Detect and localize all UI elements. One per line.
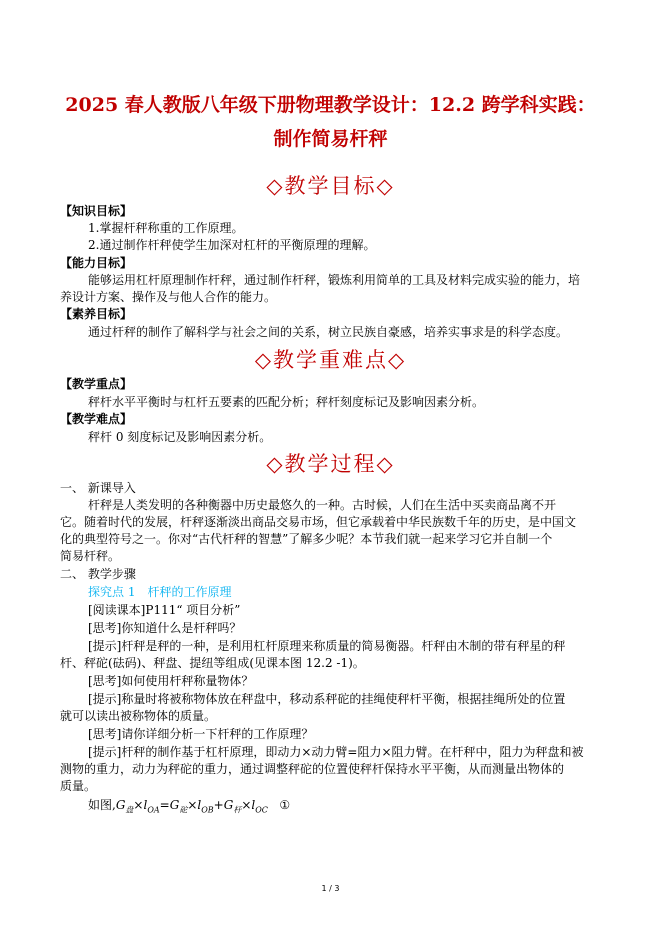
formula-g-tuo: G	[169, 798, 180, 812]
section-heading-process: ◇教学过程◇	[266, 452, 395, 476]
hint-1-line-1: [提示]杆秤是秤的一种，是利用杠杆原理来称质量的简易衡器。杆秤由木制的带有秤星的秤	[88, 639, 566, 653]
formula-equals: =	[159, 798, 170, 812]
knowledge-goal-label: 【知识目标】	[60, 204, 133, 218]
literacy-goal-label: 【素养目标】	[60, 307, 133, 321]
formula-l-oa: l	[143, 798, 148, 812]
hint-3-line-1: [提示]杆秤的制作基于杠杆原理，即动力×动力臂=阻力×阻力臂。在杆秤中，阻力为秤盘和被	[88, 745, 584, 759]
formula-sub-oa: OA	[147, 805, 160, 815]
knowledge-goal-1: 1.掌握杆秤称重的工作原理。	[88, 221, 244, 235]
formula-sub-oc: OC	[255, 805, 268, 815]
formula-times-1: ×	[133, 798, 144, 812]
formula-plus: +	[213, 798, 224, 812]
formula-sub-pan: 盘	[125, 805, 134, 815]
section-heading-goals: ◇教学目标◇	[266, 174, 395, 198]
title-line-2: 制作简易杆秤	[273, 128, 388, 150]
formula-number: ①	[279, 798, 291, 812]
hint-2-line-1: [提示]称量时将被称物体放在秤盘中，移动系秤砣的挂绳使秤杆平衡，根据挂绳所处的位置	[88, 692, 566, 706]
hint-2-line-2: 就可以读出被称物体的质量。	[60, 709, 217, 723]
formula-g-gan: G	[223, 798, 234, 812]
hint-3-line-2: 测物的重力，动力为秤砣的重力，通过调整秤砣的位置使秤杆保持水平平衡，从而测量出物体的	[60, 762, 565, 776]
focus-label: 【教学重点】	[60, 377, 133, 391]
page-number: 1 / 3	[321, 884, 340, 893]
formula-sub-tuo: 砣	[179, 805, 188, 815]
formula-sub-gan: 杆	[233, 805, 242, 815]
intro-heading: 一、 新课导入	[60, 481, 136, 495]
formula-times-3: ×	[241, 798, 252, 812]
think-2: [思考]如何使用杆秤称量物体？	[88, 674, 254, 688]
knowledge-goal-2: 2.通过制作杆秤使学生加深对杠杆的平衡原理的理解。	[88, 238, 376, 252]
intro-line-4: 简易杆秤。	[60, 549, 121, 563]
balance-formula	[88, 797, 290, 818]
explore-point-1: 探究点 1 杆秤的工作原理	[88, 585, 232, 599]
ability-goal-line-1: 能够运用杠杆原理制作杆秤，通过制作杆秤，锻炼利用简单的工具及材料完成实验的能力，培	[88, 273, 581, 287]
difficulty-label: 【教学难点】	[60, 412, 133, 426]
formula-sub-ob: OB	[201, 805, 214, 815]
title-line-1: 2025 春人教版八年级下册物理教学设计：12.2 跨学科实践：	[65, 94, 596, 116]
formula-l-oc: l	[251, 798, 256, 812]
section-heading-key-points: ◇教学重难点◇	[254, 348, 407, 372]
intro-line-2: 它。随着时代的发展，杆秤逐渐淡出商品交易市场，但它承载着中华民族数千年的历史，是中国文	[60, 515, 577, 529]
intro-line-3: 化的典型符号之一。你对“古代杆秤的智慧”了解多少呢？本节我们就一起来学习它并自制一个	[60, 532, 553, 546]
focus-line-1: 秤杆水平平衡时与杠杆五要素的匹配分析；秤杆刻度标记及影响因素分析。	[88, 395, 485, 409]
steps-heading: 二、 教学步骤	[60, 567, 136, 581]
hint-1-line-2: 杆、秤砣(砝码)、秤盘、提纽等组成(见课本图 12.2 -1)。	[60, 656, 365, 670]
formula-times-2: ×	[187, 798, 198, 812]
think-1: [思考]你知道什么是杆秤吗？	[88, 621, 242, 635]
formula-l-ob: l	[197, 798, 202, 812]
ability-goal-label: 【能力目标】	[60, 256, 133, 270]
hint-3-line-3: 质量。	[60, 779, 97, 793]
difficulty-line-1: 秤杆 0 刻度标记及影响因素分析。	[88, 430, 272, 444]
formula-g-pan: G	[115, 798, 126, 812]
ability-goal-line-2: 养设计方案、操作及与他人合作的能力。	[60, 290, 277, 304]
think-3: [思考]请你详细分析一下杆秤的工作原理？	[88, 727, 314, 741]
document-title	[40, 88, 621, 156]
intro-line-1: 杆秤是人类发明的各种衡器中历史最悠久的一种。古时候，人们在生活中买卖商品离不开	[88, 498, 557, 512]
formula-prefix: 如图,	[88, 798, 116, 812]
literacy-goal-line-1: 通过杆秤的制作了解科学与社会之间的关系，树立民族自豪感，培养实事求是的科学态度。	[88, 325, 569, 339]
read-textbook: [阅读课本]P111“ 项目分析”	[88, 603, 241, 617]
